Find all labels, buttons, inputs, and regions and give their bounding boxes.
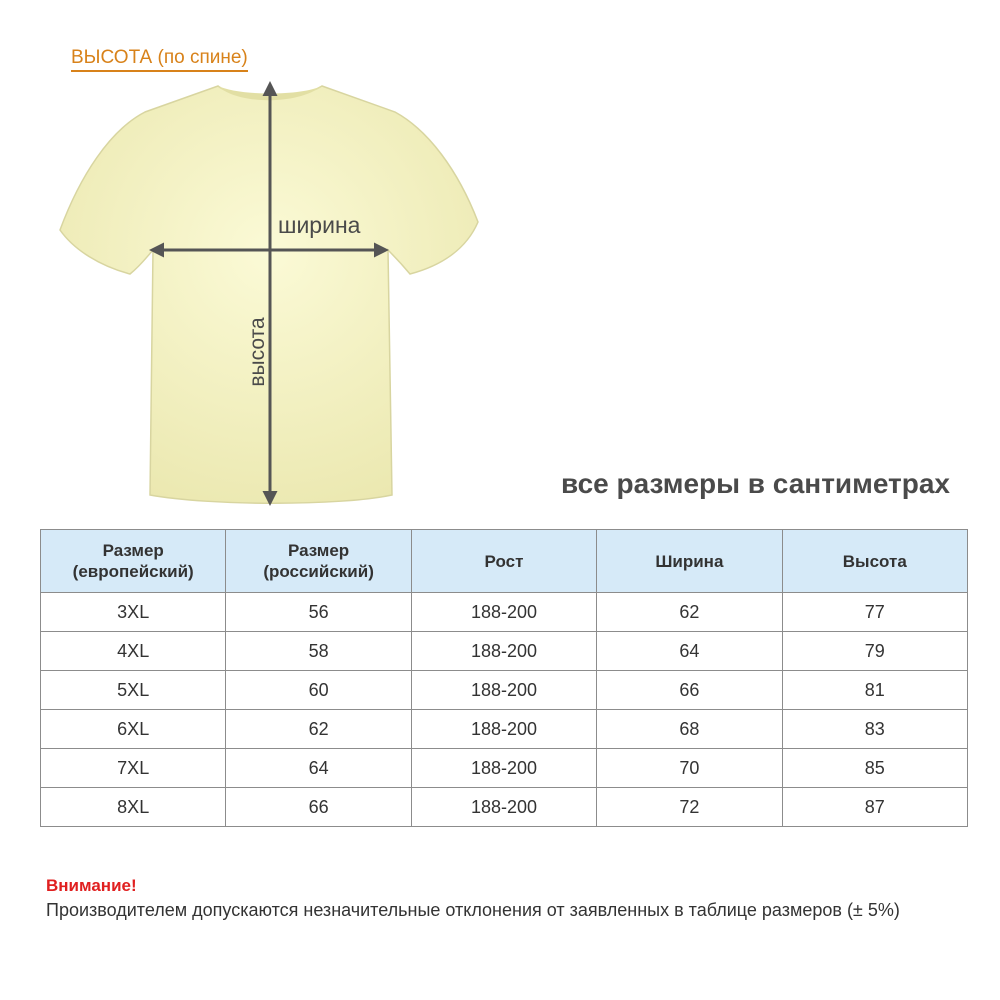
cell-length: 83: [782, 710, 967, 749]
back-height-label: ВЫСОТА (по спине): [71, 46, 248, 72]
table-header-row: [41, 530, 968, 593]
cell-eu-size: 3XL: [41, 593, 226, 632]
header-label: Высота: [842, 551, 907, 571]
cell-length: 87: [782, 788, 967, 827]
cell-eu-size: 4XL: [41, 632, 226, 671]
cell-height-range: 188-200: [411, 749, 596, 788]
table-row: [41, 632, 968, 671]
cell-eu-size: 8XL: [41, 788, 226, 827]
cell-height-range: 188-200: [411, 788, 596, 827]
cell-ru-size: 60: [226, 671, 411, 710]
size-table: [40, 529, 968, 827]
header-label: Размер: [287, 541, 350, 560]
table-row: [41, 593, 968, 632]
cell-height-range: 188-200: [411, 671, 596, 710]
cell-width: 64: [597, 632, 782, 671]
cell-ru-size: 62: [226, 710, 411, 749]
tshirt-illustration: [0, 0, 520, 520]
cell-ru-size: 64: [226, 749, 411, 788]
notice-title: Внимание!: [46, 876, 137, 895]
header-height-range: [411, 530, 596, 593]
notice-text: Производителем допускаются незначительные отклонения от заявленных в таблице размеров (± 5%): [46, 900, 900, 920]
cell-height-range: 188-200: [411, 710, 596, 749]
header-label: Ширина: [655, 551, 724, 571]
cell-width: 68: [597, 710, 782, 749]
cell-width: 62: [597, 593, 782, 632]
cell-length: 79: [782, 632, 967, 671]
header-label: Размер: [102, 541, 164, 560]
width-label: ширина: [278, 212, 361, 238]
tshirt-diagram: [0, 0, 520, 520]
cell-width: 72: [597, 788, 782, 827]
units-heading: все размеры в сантиметрах: [561, 468, 950, 499]
cell-height-range: 188-200: [411, 593, 596, 632]
header-length: [782, 530, 967, 593]
header-ru-size: [226, 530, 411, 593]
cell-eu-size: 7XL: [41, 749, 226, 788]
header-sublabel: (европейский): [72, 562, 194, 581]
cell-width: 66: [597, 671, 782, 710]
cell-ru-size: 56: [226, 593, 411, 632]
table-row: [41, 749, 968, 788]
cell-eu-size: 5XL: [41, 671, 226, 710]
height-label: высота: [246, 317, 269, 387]
cell-width: 70: [597, 749, 782, 788]
cell-ru-size: 66: [226, 788, 411, 827]
cell-ru-size: 58: [226, 632, 411, 671]
cell-eu-size: 6XL: [41, 710, 226, 749]
header-label: Рост: [484, 551, 524, 571]
table-row: [41, 671, 968, 710]
cell-length: 77: [782, 593, 967, 632]
cell-length: 81: [782, 671, 967, 710]
cell-height-range: 188-200: [411, 632, 596, 671]
cell-length: 85: [782, 749, 967, 788]
table-row: [41, 788, 968, 827]
header-eu-size: [41, 530, 226, 593]
table-row: [41, 710, 968, 749]
header-width: [597, 530, 782, 593]
header-sublabel: (российский): [263, 562, 374, 581]
